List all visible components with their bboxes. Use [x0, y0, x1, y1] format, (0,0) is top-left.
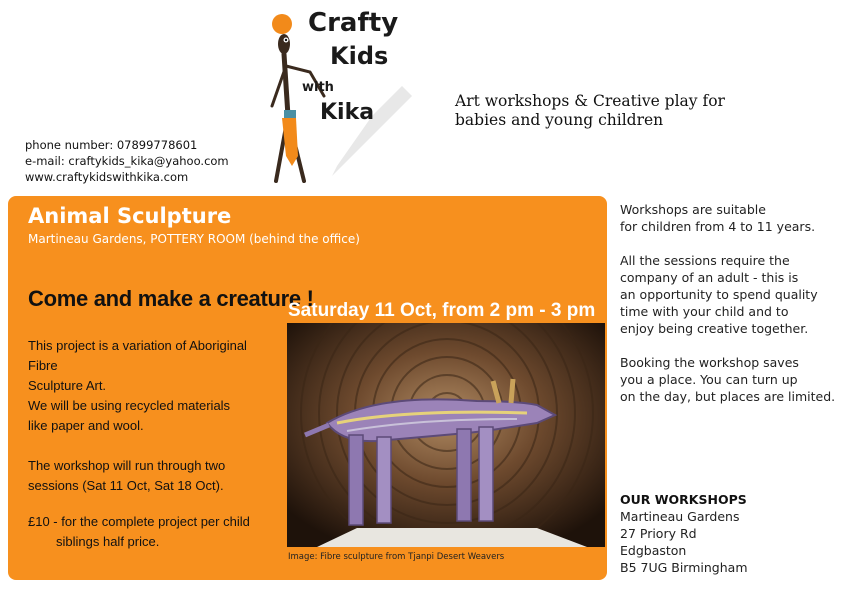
- event-price: [28, 512, 278, 552]
- contact-info: [25, 137, 229, 185]
- tagline: [455, 92, 755, 130]
- info-line: All the sessions require the: [620, 253, 790, 268]
- event-date: Saturday 11 Oct, from 2 pm - 3 pm: [288, 300, 596, 321]
- website-link[interactable]: www.craftykidswithkika.com: [25, 170, 189, 184]
- logo-word-kika: Kika: [320, 100, 375, 125]
- address-line: Martineau Gardens: [620, 509, 740, 524]
- description-paragraph: [28, 456, 273, 496]
- logo-word-with: with: [302, 80, 334, 95]
- crafty-kids-logo: [262, 6, 422, 186]
- event-panel: [8, 196, 607, 580]
- fibre-sculpture-image: [287, 323, 605, 547]
- info-paragraph: [620, 354, 842, 405]
- address-line: B5 7UG Birmingham: [620, 560, 748, 575]
- info-line: on the day, but places are limited.: [620, 389, 836, 404]
- description-paragraph: [28, 336, 273, 436]
- event-title: Animal Sculpture: [28, 204, 232, 228]
- description-line: Sculpture Art.: [28, 378, 107, 393]
- info-line: Workshops are suitable: [620, 202, 766, 217]
- workshops-address: [620, 491, 748, 576]
- price-line: siblings half price.: [56, 534, 160, 549]
- info-paragraph: [620, 252, 842, 337]
- info-paragraph: [620, 201, 842, 235]
- tagline-line: Art workshops & Creative play for: [455, 92, 725, 110]
- description-line: like paper and wool.: [28, 418, 144, 433]
- address-line: Edgbaston: [620, 543, 687, 558]
- info-line: time with your child and to: [620, 304, 789, 319]
- phone-number: phone number: 07899778601: [25, 138, 198, 152]
- info-line: company of an adult - this is: [620, 270, 799, 285]
- info-column: [620, 201, 842, 422]
- info-line: Booking the workshop saves: [620, 355, 799, 370]
- logo-word-kids: Kids: [330, 42, 389, 70]
- event-location: Martineau Gardens, POTTERY ROOM (behind the office): [28, 232, 360, 246]
- address-line: 27 Priory Rd: [620, 526, 697, 541]
- description-line: The workshop will run through two: [28, 458, 226, 473]
- info-line: you a place. You can turn up: [620, 372, 798, 387]
- event-description: [28, 336, 273, 516]
- price-line: £10 - for the complete project per child: [28, 514, 250, 529]
- logo-word-crafty: Crafty: [308, 8, 399, 38]
- photo-caption: Image: Fibre sculpture from Tjanpi Desert Weavers: [288, 552, 505, 562]
- description-line: This project is a variation of Aboriginal Fibre: [28, 338, 247, 373]
- tagline-line: babies and young children: [455, 111, 664, 129]
- info-line: enjoy being creative together.: [620, 321, 809, 336]
- sculpture-photo: [287, 323, 605, 547]
- info-line: an opportunity to spend quality: [620, 287, 818, 302]
- event-headline: Come and make a creature !: [28, 286, 314, 311]
- email-address[interactable]: e-mail: craftykids_kika@yahoo.com: [25, 154, 229, 168]
- description-line: We will be using recycled materials: [28, 398, 231, 413]
- description-line: sessions (Sat 11 Oct, Sat 18 Oct).: [28, 478, 224, 493]
- info-line: for children from 4 to 11 years.: [620, 219, 816, 234]
- workshops-heading: OUR WORKSHOPS: [620, 492, 747, 507]
